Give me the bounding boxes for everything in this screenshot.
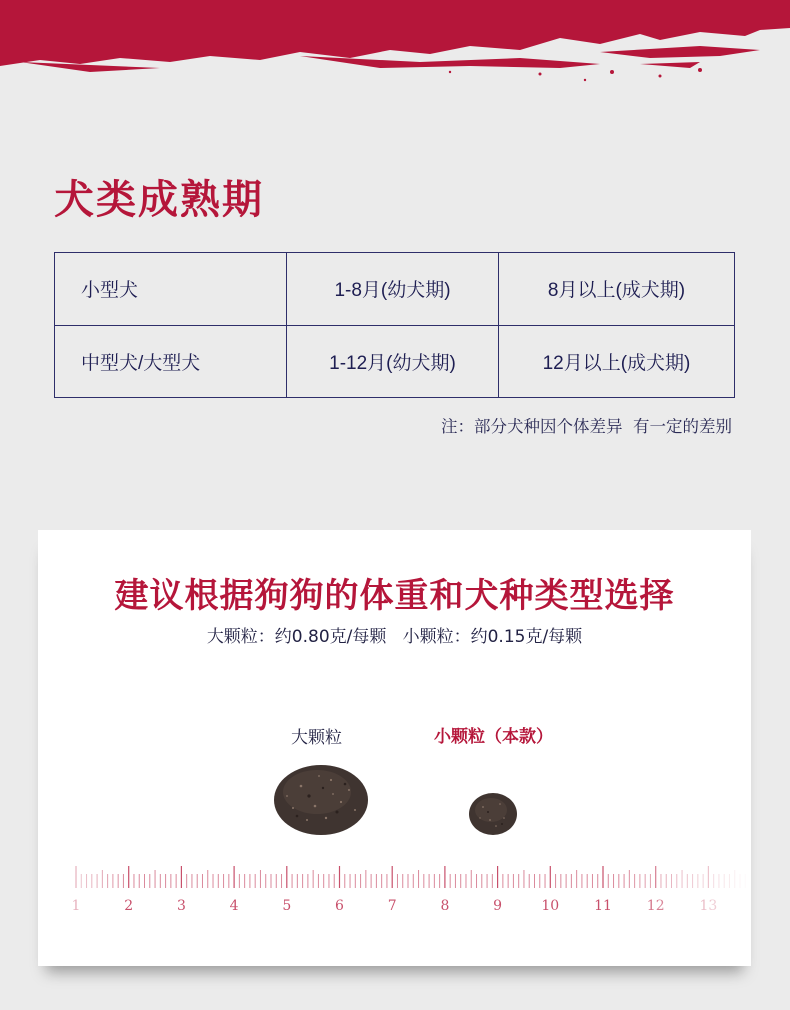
table-cell-adult-stage: 8月以上(成犬期) bbox=[499, 253, 735, 326]
large-kibble-label: 大颗粒 bbox=[291, 728, 342, 748]
red-brush-stroke-banner bbox=[0, 0, 790, 100]
table-cell-dog-type: 中型犬/大型犬 bbox=[55, 325, 287, 398]
kibble-weights-text: 大颗粒：约0.80克/每颗 小颗粒：约0.15克/每颗 bbox=[206, 627, 583, 647]
footnote: 注：部分犬种因个体差异 有一定的差别 bbox=[441, 417, 732, 436]
kibble-size-card bbox=[38, 530, 751, 966]
ruler bbox=[38, 860, 751, 940]
card-title: 建议根据狗狗的体重和犬种类型选择 bbox=[114, 576, 675, 616]
table-cell-adult-stage: 12月以上(成犬期) bbox=[499, 325, 735, 398]
table-row bbox=[55, 253, 735, 326]
page-title: 犬类成熟期 bbox=[54, 177, 264, 223]
large-kibble-image bbox=[271, 762, 371, 836]
small-kibble-label: 小颗粒（本款） bbox=[434, 727, 553, 747]
maturity-table bbox=[54, 252, 735, 398]
table-cell-puppy-stage: 1-12月(幼犬期) bbox=[287, 325, 499, 398]
table-cell-dog-type: 小型犬 bbox=[55, 253, 287, 326]
table-cell-puppy-stage: 1-8月(幼犬期) bbox=[287, 253, 499, 326]
small-kibble-image bbox=[468, 792, 518, 836]
table-row bbox=[55, 325, 735, 398]
